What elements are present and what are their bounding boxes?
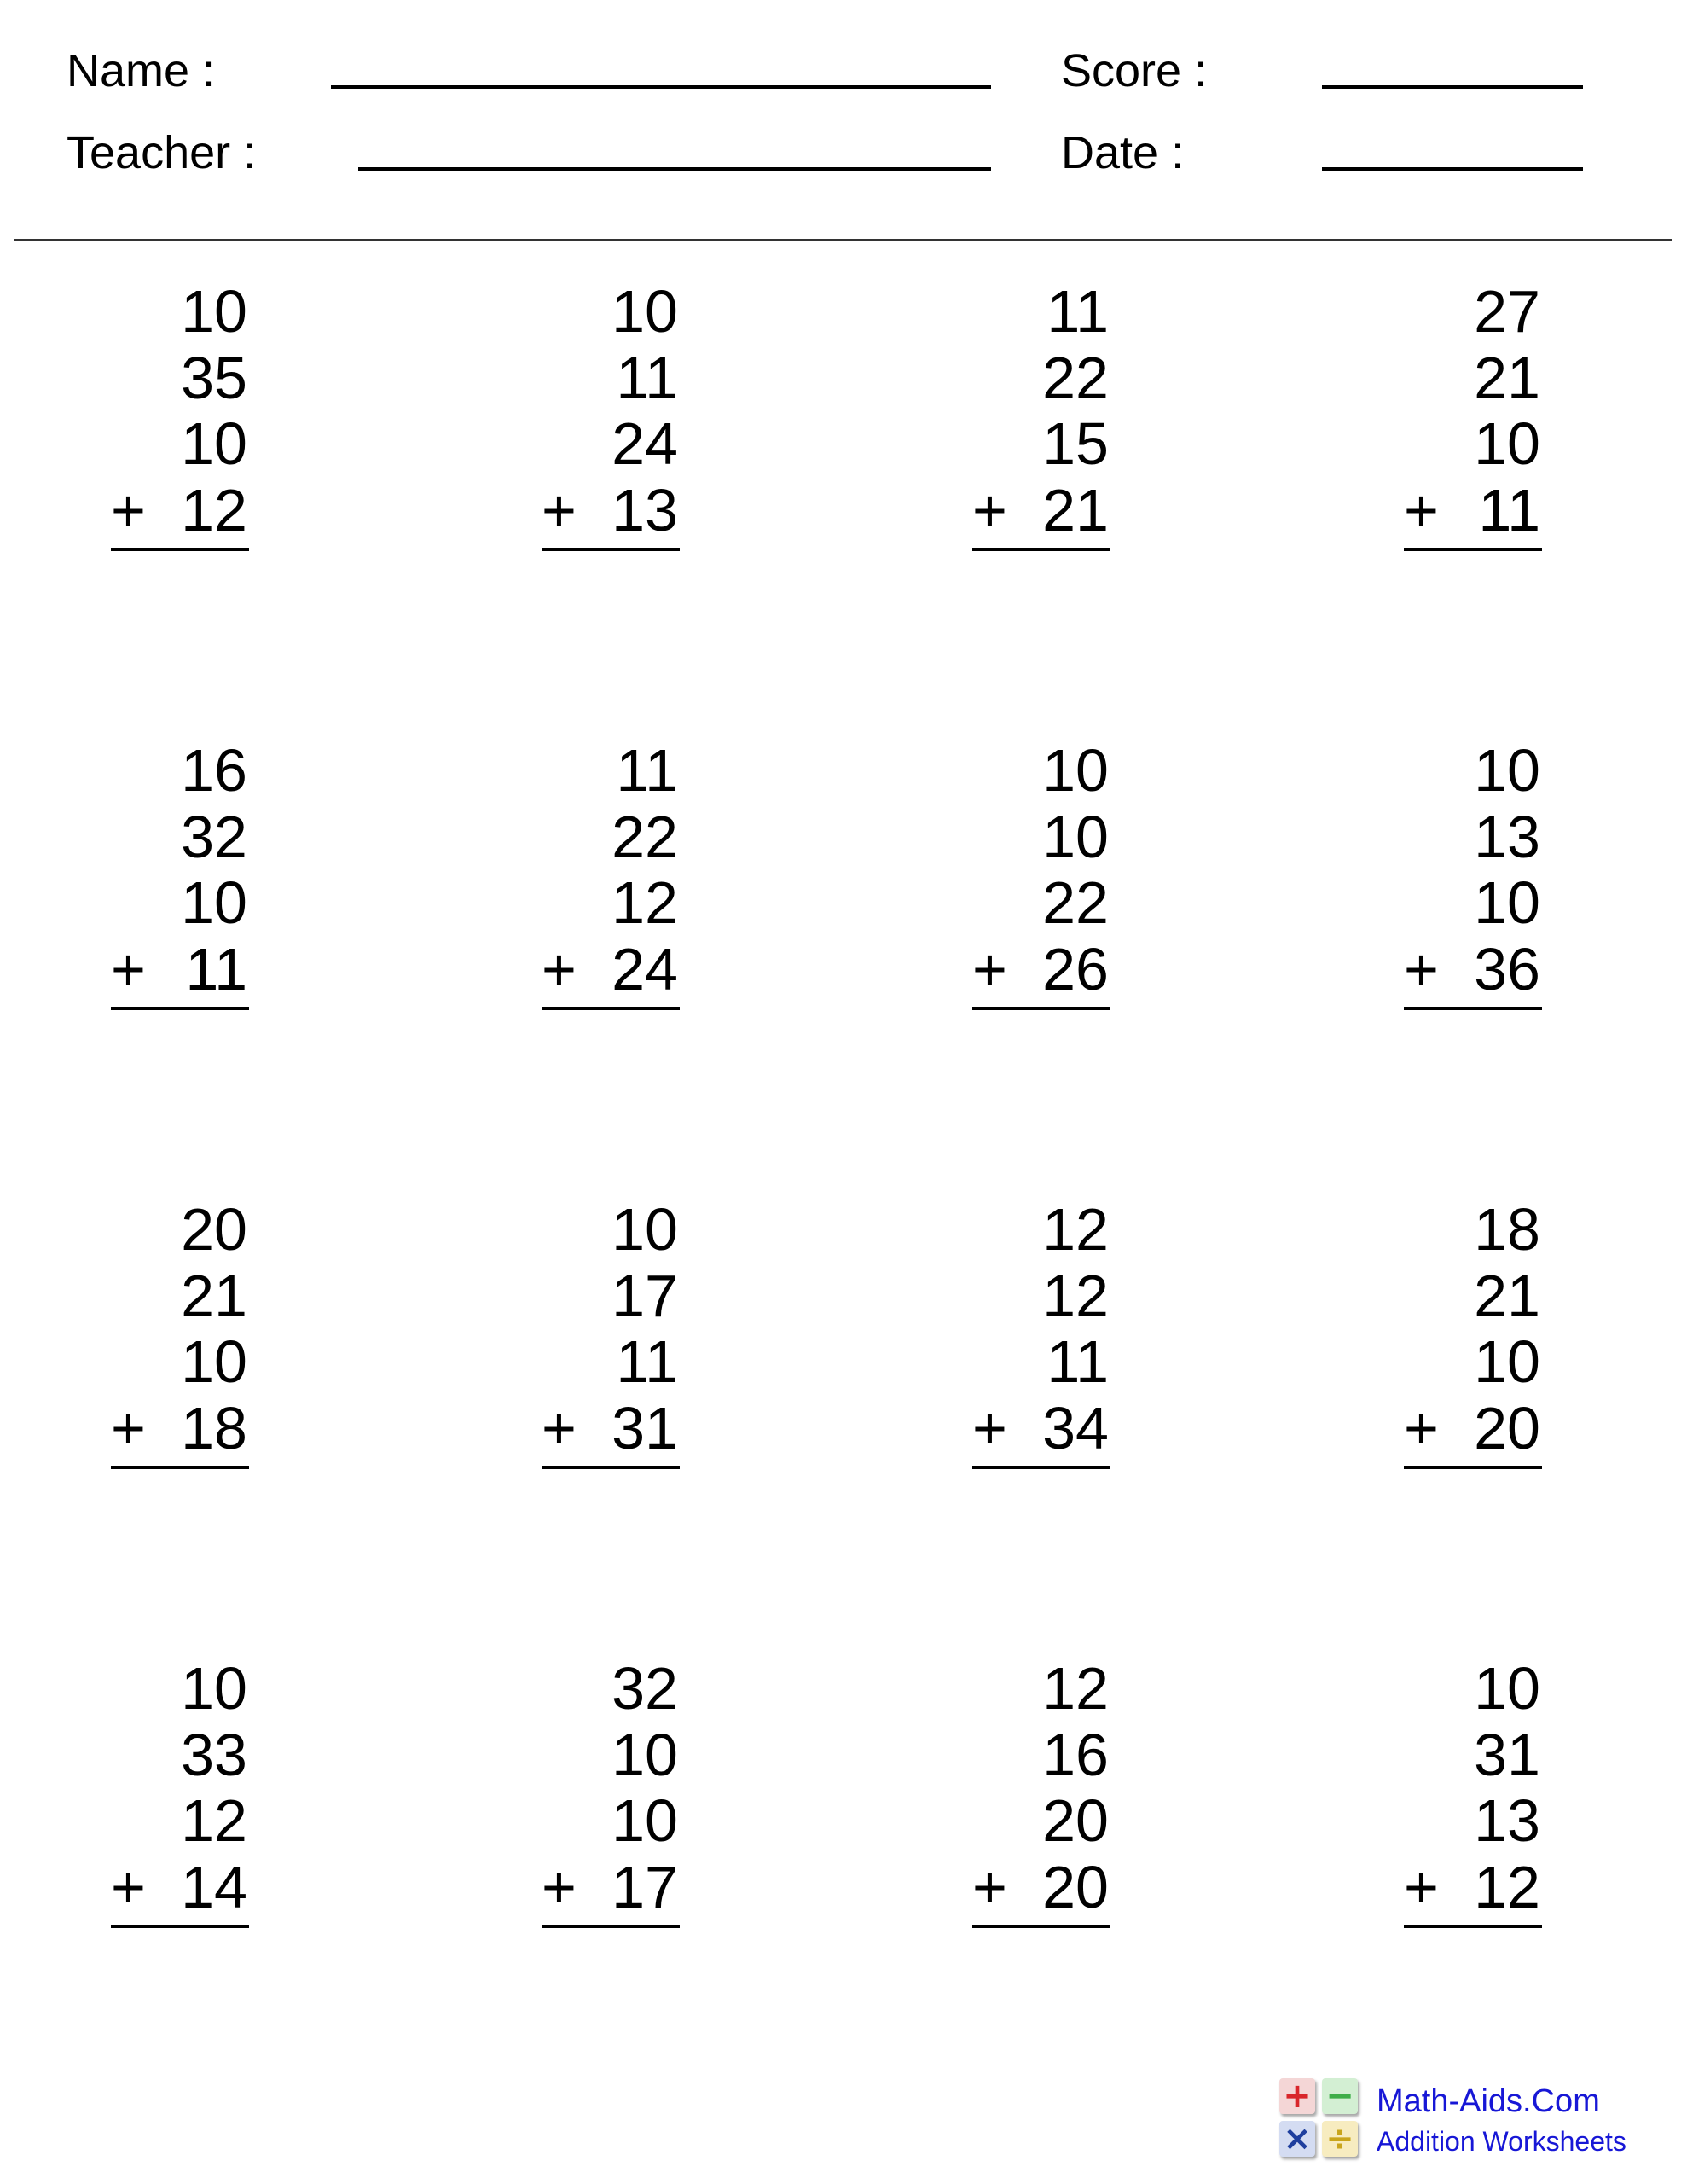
answer-line[interactable] bbox=[1404, 1925, 1542, 1928]
addend: 17 bbox=[612, 1262, 678, 1329]
addend: 11 bbox=[1046, 278, 1109, 345]
addition-problem bbox=[111, 1655, 256, 1940]
addend: 22 bbox=[1042, 344, 1109, 411]
addend: 21 bbox=[1474, 1262, 1540, 1329]
score-label: Score : bbox=[1061, 45, 1208, 96]
addend: 32 bbox=[181, 803, 247, 870]
addend: 24 bbox=[612, 410, 678, 477]
addend: 20 bbox=[1042, 1787, 1109, 1854]
answer-line[interactable] bbox=[542, 1007, 680, 1010]
addend: 36 bbox=[1474, 935, 1540, 1002]
answer-line[interactable] bbox=[1404, 1007, 1542, 1010]
score-line[interactable] bbox=[1322, 85, 1583, 89]
addend: 15 bbox=[1042, 410, 1109, 477]
addend: 10 bbox=[1474, 1655, 1540, 1722]
plus-sign: + bbox=[1404, 1394, 1439, 1461]
addend: 12 bbox=[612, 869, 678, 936]
divide-icon: ÷ bbox=[1322, 2121, 1358, 2157]
name-line[interactable] bbox=[331, 85, 991, 89]
addition-problem bbox=[972, 737, 1117, 1022]
addition-problem bbox=[542, 737, 687, 1022]
plus-sign: + bbox=[111, 935, 146, 1002]
plus-sign: + bbox=[542, 476, 577, 543]
brand-name[interactable]: Math-Aids.Com bbox=[1377, 2083, 1600, 2119]
addend: 24 bbox=[612, 935, 678, 1002]
plus-sign: + bbox=[972, 935, 1007, 1002]
addend: 12 bbox=[1042, 1262, 1109, 1329]
answer-line[interactable] bbox=[972, 1007, 1110, 1010]
addend: 21 bbox=[1474, 344, 1540, 411]
brand-subtitle: Addition Worksheets bbox=[1377, 2126, 1626, 2157]
addition-problem bbox=[1404, 737, 1549, 1022]
addend: 10 bbox=[181, 410, 247, 477]
answer-line[interactable] bbox=[111, 1007, 249, 1010]
answer-line[interactable] bbox=[542, 1466, 680, 1469]
answer-line[interactable] bbox=[111, 1466, 249, 1469]
addition-problem bbox=[111, 1196, 256, 1481]
addend: 20 bbox=[181, 1196, 247, 1263]
addend: 13 bbox=[612, 476, 678, 543]
plus-icon: + bbox=[1279, 2078, 1315, 2114]
addend: 10 bbox=[1474, 869, 1540, 936]
addend: 10 bbox=[1474, 737, 1540, 804]
addend: 12 bbox=[1042, 1196, 1109, 1263]
answer-line[interactable] bbox=[972, 1925, 1110, 1928]
addend: 18 bbox=[1474, 1196, 1540, 1263]
answer-line[interactable] bbox=[542, 1925, 680, 1928]
addend: 12 bbox=[1042, 1655, 1109, 1722]
addend: 13 bbox=[1474, 803, 1540, 870]
addend: 10 bbox=[181, 1655, 247, 1722]
addend: 11 bbox=[1046, 1328, 1109, 1395]
addend: 10 bbox=[612, 1721, 678, 1788]
addend: 12 bbox=[181, 1787, 247, 1854]
plus-sign: + bbox=[1404, 476, 1439, 543]
addend: 13 bbox=[1474, 1787, 1540, 1854]
addend: 12 bbox=[1474, 1853, 1540, 1920]
addend: 10 bbox=[612, 1196, 678, 1263]
addend: 10 bbox=[181, 869, 247, 936]
addend: 10 bbox=[612, 1787, 678, 1854]
addend: 31 bbox=[1474, 1721, 1540, 1788]
addition-problem bbox=[1404, 278, 1549, 563]
addition-problem bbox=[542, 1196, 687, 1481]
plus-sign: + bbox=[111, 476, 146, 543]
answer-line[interactable] bbox=[1404, 548, 1542, 551]
plus-sign: + bbox=[1404, 1853, 1439, 1920]
header-divider bbox=[14, 239, 1672, 241]
addend: 11 bbox=[1478, 476, 1540, 543]
times-icon: × bbox=[1279, 2121, 1315, 2157]
addend: 18 bbox=[181, 1394, 247, 1461]
addition-problem bbox=[542, 1655, 687, 1940]
plus-sign: + bbox=[542, 1394, 577, 1461]
math-aids-logo-icon bbox=[1279, 2078, 1361, 2160]
answer-line[interactable] bbox=[972, 1466, 1110, 1469]
plus-sign: + bbox=[972, 1394, 1007, 1461]
addend: 10 bbox=[1474, 410, 1540, 477]
addend: 12 bbox=[181, 476, 247, 543]
addend: 32 bbox=[612, 1655, 678, 1722]
answer-line[interactable] bbox=[542, 548, 680, 551]
answer-line[interactable] bbox=[972, 548, 1110, 551]
addition-problem bbox=[542, 278, 687, 563]
addend: 11 bbox=[185, 935, 247, 1002]
addend: 22 bbox=[1042, 869, 1109, 936]
addend: 10 bbox=[1042, 737, 1109, 804]
addend: 10 bbox=[612, 278, 678, 345]
plus-sign: + bbox=[1404, 935, 1439, 1002]
plus-sign: + bbox=[972, 1853, 1007, 1920]
addend: 10 bbox=[181, 278, 247, 345]
addend: 20 bbox=[1474, 1394, 1540, 1461]
teacher-line[interactable] bbox=[358, 167, 991, 171]
plus-sign: + bbox=[111, 1853, 146, 1920]
plus-sign: + bbox=[542, 1853, 577, 1920]
addition-problem bbox=[972, 1196, 1117, 1481]
teacher-label: Teacher : bbox=[67, 127, 257, 178]
minus-icon: − bbox=[1322, 2078, 1358, 2114]
addend: 16 bbox=[1042, 1721, 1109, 1788]
addition-problem bbox=[1404, 1196, 1549, 1481]
addend: 10 bbox=[1042, 803, 1109, 870]
addend: 20 bbox=[1042, 1853, 1109, 1920]
addition-problem bbox=[1404, 1655, 1549, 1940]
answer-line[interactable] bbox=[111, 1925, 249, 1928]
addend: 11 bbox=[616, 1328, 678, 1395]
plus-sign: + bbox=[542, 935, 577, 1002]
addend: 11 bbox=[616, 344, 678, 411]
addend: 35 bbox=[181, 344, 247, 411]
addend: 33 bbox=[181, 1721, 247, 1788]
addition-problem bbox=[972, 1655, 1117, 1940]
date-line[interactable] bbox=[1322, 167, 1583, 171]
date-label: Date : bbox=[1061, 127, 1185, 178]
addend: 11 bbox=[616, 737, 678, 804]
addend: 14 bbox=[181, 1853, 247, 1920]
addend: 27 bbox=[1474, 278, 1540, 345]
addend: 10 bbox=[181, 1328, 247, 1395]
addend: 17 bbox=[612, 1853, 678, 1920]
addend: 31 bbox=[612, 1394, 678, 1461]
addend: 21 bbox=[1042, 476, 1109, 543]
plus-sign: + bbox=[972, 476, 1007, 543]
addend: 26 bbox=[1042, 935, 1109, 1002]
addition-problem bbox=[111, 737, 256, 1022]
addend: 22 bbox=[612, 803, 678, 870]
answer-line[interactable] bbox=[1404, 1466, 1542, 1469]
addition-problem bbox=[972, 278, 1117, 563]
addend: 10 bbox=[1474, 1328, 1540, 1395]
addend: 34 bbox=[1042, 1394, 1109, 1461]
addition-problem bbox=[111, 278, 256, 563]
name-label: Name : bbox=[67, 45, 216, 96]
answer-line[interactable] bbox=[111, 548, 249, 551]
plus-sign: + bbox=[111, 1394, 146, 1461]
addend: 16 bbox=[181, 737, 247, 804]
addend: 21 bbox=[181, 1262, 247, 1329]
